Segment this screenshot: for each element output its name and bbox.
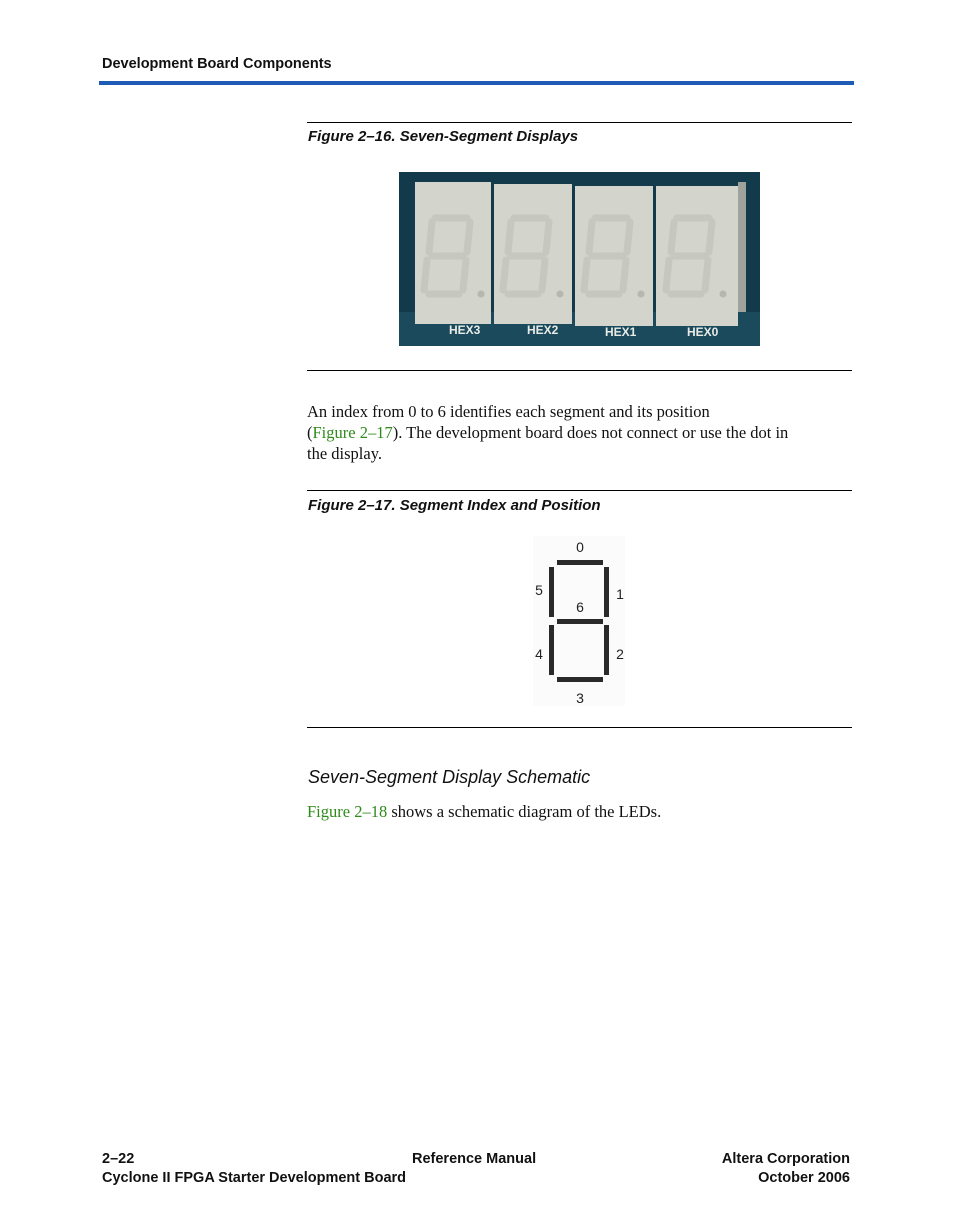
figure-16-caption: Figure 2–16. Seven-Segment Displays [308,128,579,145]
figure-bottom-rule [307,727,852,728]
display-hex2 [494,184,572,324]
paragraph-segment-index: An index from 0 to 6 identifies each segment and its position (Figure 2–17). The development board does not connect or use the dot in the display. [307,402,789,463]
figure-top-rule [307,490,852,491]
segment-label-3: 3 [576,690,584,706]
display-hex0 [656,186,738,326]
figure-top-rule [307,122,852,123]
segment-4 [549,625,554,675]
seven-segment-displays-photo [399,172,760,346]
display-hex3 [415,182,491,324]
segment-3 [557,677,603,682]
segment-label-1: 1 [616,586,624,602]
footer-company: Altera Corporation [721,1151,850,1167]
footer-product: Cyclone II FPGA Starter Development Board [102,1170,407,1186]
running-header: Development Board Components [102,56,332,72]
figure-17-caption: Figure 2–17. Segment Index and Position [308,497,601,514]
label-hex3: HEX3 [449,323,481,337]
segment-label-6: 6 [576,599,584,615]
segment-label-0: 0 [576,539,584,555]
footer-doc-type: Reference Manual [412,1151,537,1167]
display-hex1 [575,186,653,326]
segment-5 [549,567,554,617]
segment-label-4: 4 [535,646,543,662]
header-rule [99,81,854,85]
figure-2-18-link[interactable]: Figure 2–18 [307,802,388,821]
segment-0 [557,560,603,565]
footer-page-number: 2–22 [102,1151,135,1167]
figure-2-17-link[interactable]: Figure 2–17 [312,423,393,442]
segment-6 [557,619,603,624]
label-hex1: HEX1 [605,325,637,339]
label-hex2: HEX2 [527,323,559,337]
subsection-heading: Seven-Segment Display Schematic [308,767,591,787]
segment-2 [604,625,609,675]
segment-index-diagram [533,536,625,706]
segment-1 [604,567,609,617]
figure-bottom-rule [307,370,852,371]
paragraph-schematic: Figure 2–18 shows a schematic diagram of the LEDs. [307,802,662,821]
segment-label-5: 5 [535,582,543,598]
label-hex0: HEX0 [687,325,719,339]
segment-label-2: 2 [616,646,624,662]
footer-date: October 2006 [758,1170,850,1186]
